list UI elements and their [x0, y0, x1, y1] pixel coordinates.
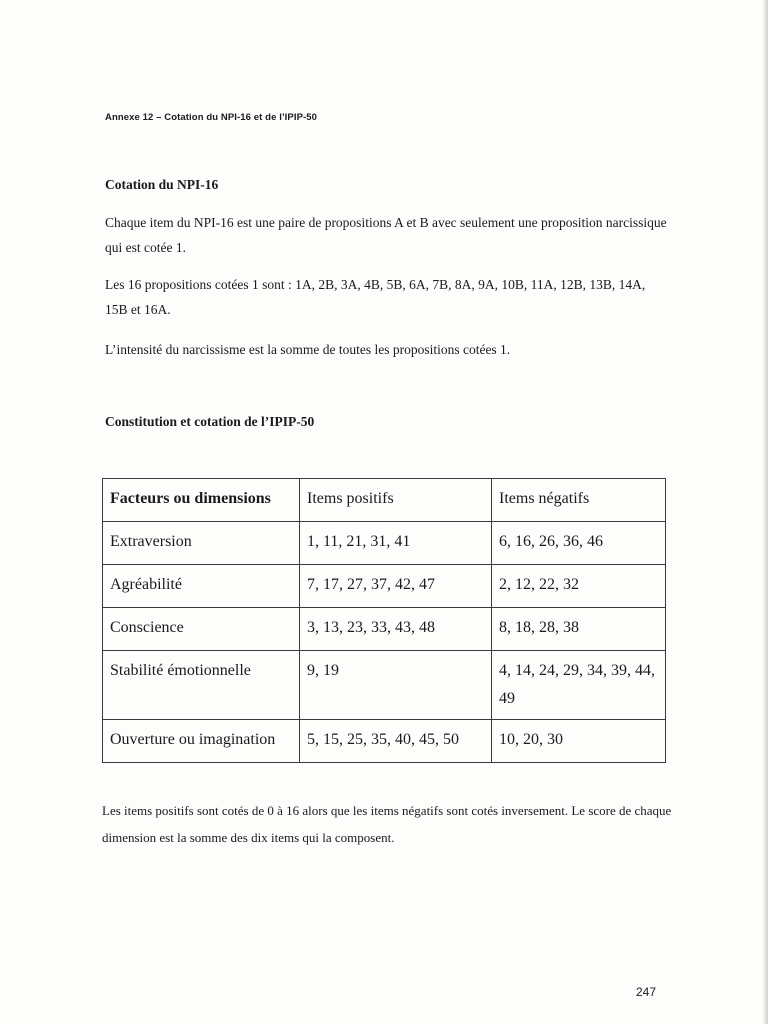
ipip-section-heading: Constitution et cotation de l’IPIP-50 — [105, 414, 315, 429]
annex-title: Annexe 12 – Cotation du NPI-16 et de l’IPIP-50 — [105, 112, 318, 123]
table-cell: 1, 11, 21, 31, 41 — [300, 522, 492, 565]
table-row — [103, 651, 666, 720]
table-header-cell: Facteurs ou dimensions — [103, 479, 300, 522]
table-row — [103, 565, 666, 608]
npi-paragraph-1: Chaque item du NPI-16 est une paire de propositions A et B avec seulement une proposition narcissique qui est cotée 1. — [105, 215, 667, 255]
table-cell: Stabilité émotionnelle — [103, 651, 300, 720]
table-cell: Extraversion — [103, 522, 300, 565]
table-cell: 5, 15, 25, 35, 40, 45, 50 — [300, 720, 492, 763]
npi-paragraph-2: Les 16 propositions cotées 1 sont : 1A, 2B, 3A, 4B, 5B, 6A, 7B, 8A, 9A, 10B, 11A, 12B, 13B, 14A, 15B et 16A. — [105, 277, 646, 317]
ipip-table — [102, 478, 666, 763]
table-cell: Conscience — [103, 608, 300, 651]
table-header-cell: Items négatifs — [492, 479, 666, 522]
table-cell: Agréabilité — [103, 565, 300, 608]
page-number: 247 — [636, 985, 657, 999]
table-cell: Ouverture ou imagination — [103, 720, 300, 763]
table-cell: 10, 20, 30 — [492, 720, 666, 763]
table-cell: 9, 19 — [300, 651, 492, 720]
table-cell: 3, 13, 23, 33, 43, 48 — [300, 608, 492, 651]
scoring-footnote: Les items positifs sont cotés de 0 à 16 alors que les items négatifs sont cotés inversement. Le score de chaque dimension est la somme des dix items qui la composent. — [102, 803, 672, 845]
npi-paragraph-3: L’intensité du narcissisme est la somme de toutes les propositions cotées 1. — [105, 342, 511, 357]
table-header-row — [103, 479, 666, 522]
table-row — [103, 608, 666, 651]
table-header-cell: Items positifs — [300, 479, 492, 522]
npi-section-heading: Cotation du NPI-16 — [105, 177, 219, 192]
table-cell: 8, 18, 28, 38 — [492, 608, 666, 651]
table-row — [103, 720, 666, 763]
table-cell: 4, 14, 24, 29, 34, 39, 44, 49 — [492, 651, 666, 720]
table-cell: 2, 12, 22, 32 — [492, 565, 666, 608]
page-edge-shadow — [762, 0, 768, 1024]
table-cell: 7, 17, 27, 37, 42, 47 — [300, 565, 492, 608]
table-cell: 6, 16, 26, 36, 46 — [492, 522, 666, 565]
table-row — [103, 522, 666, 565]
